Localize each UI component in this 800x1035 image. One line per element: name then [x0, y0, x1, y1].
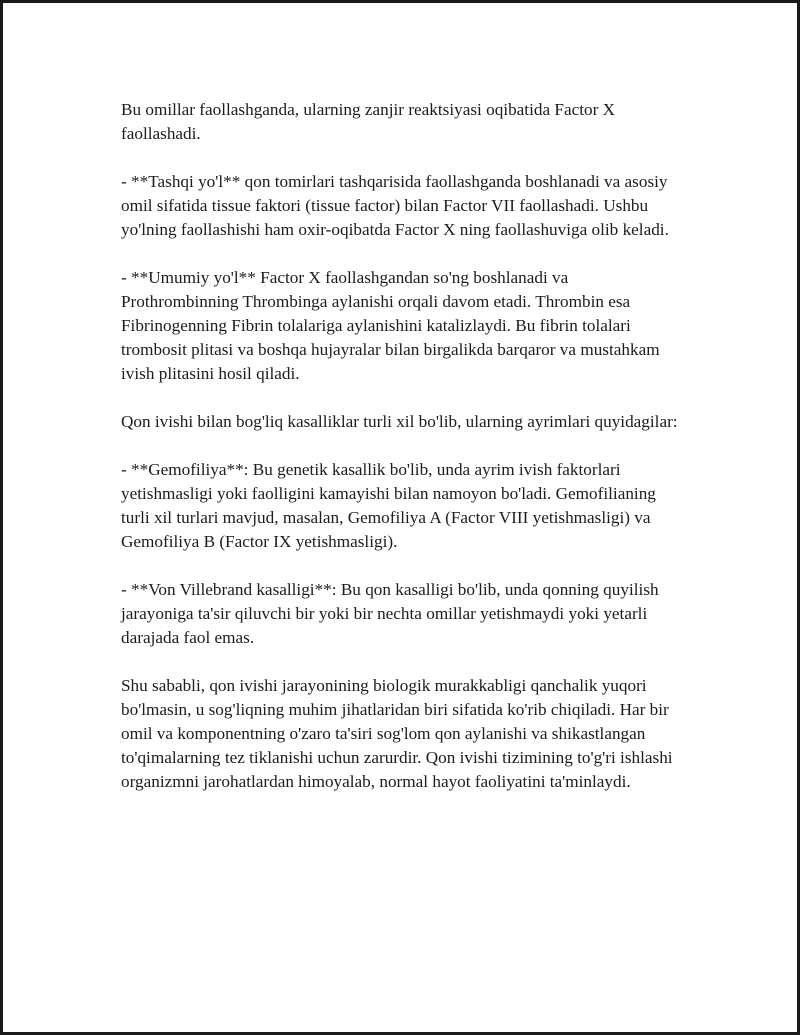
paragraph-conclusion: Shu sababli, qon ivishi jarayonining biologik murakkabligi qanchalik yuqori bo'lmasin, u sog'liqning muhim jihatlaridan biri sifatida ko'rib chiqiladi. Har bir omil va komponentning o'zaro ta'siri sog'lom qon aylanishi va shikastlangan to'qimalarning tez tiklanishi uchun zarurdir. Qon ivishi tizimining to'g'ri ishlashi organizmni jarohatlardan himoyalab, normal hayot faoliyatini ta'minlaydi. — [121, 676, 673, 791]
paragraph-hemophilia: - **Gemofiliya**: Bu genetik kasallik bo'lib, unda ayrim ivish faktorlari yetishmasligi yoki faolligini kamayishi bilan namoyon bo'ladi. Gemofilianing turli xil turlari mavjud, masalan, Gemofiliya A (Factor VIII yetishmasligi) va Gemofiliya B (Factor IX yetishmasligi). — [121, 460, 656, 551]
paragraph-common-pathway: - **Umumiy yo'l** Factor X faollashgandan so'ng boshlanadi va Prothrombinning Thrombinga aylanishi orqali davom etadi. Thrombin esa Fibrinogenning Fibrin tolalariga aylanishini katalizlaydi. Bu fibrin tolalari trombosit plitasi va boshqa hujayralar bilan birgalikda barqaror va mustahkam ivish plitasini hosil qiladi. — [121, 268, 660, 383]
paragraph-intro: Bu omillar faollashganda, ularning zanjir reaktsiyasi oqibatida Factor X faollashadi. — [121, 100, 615, 143]
paragraph-diseases-intro: Qon ivishi bilan bog'liq kasalliklar turli xil bo'lib, ularning ayrimlari quyidagilar: — [121, 412, 678, 431]
paragraph-extrinsic-pathway: - **Tashqi yo'l** qon tomirlari tashqarisida faollashganda boshlanadi va asosiy omil sifatida tissue faktori (tissue factor) bilan Factor VII faollashadi. Ushbu yo'lning faollashishi ham oxir-oqibatda Factor X ning faollashuviga olib keladi. — [121, 172, 669, 239]
paragraph-von-willebrand: - **Von Villebrand kasalligi**: Bu qon kasalligi bo'lib, unda qonning quyilish jarayoniga ta'sir qiluvchi bir yoki bir nechta omillar yetishmaydi yoki yetarli darajada faol emas. — [121, 580, 659, 647]
document-body — [121, 98, 681, 818]
